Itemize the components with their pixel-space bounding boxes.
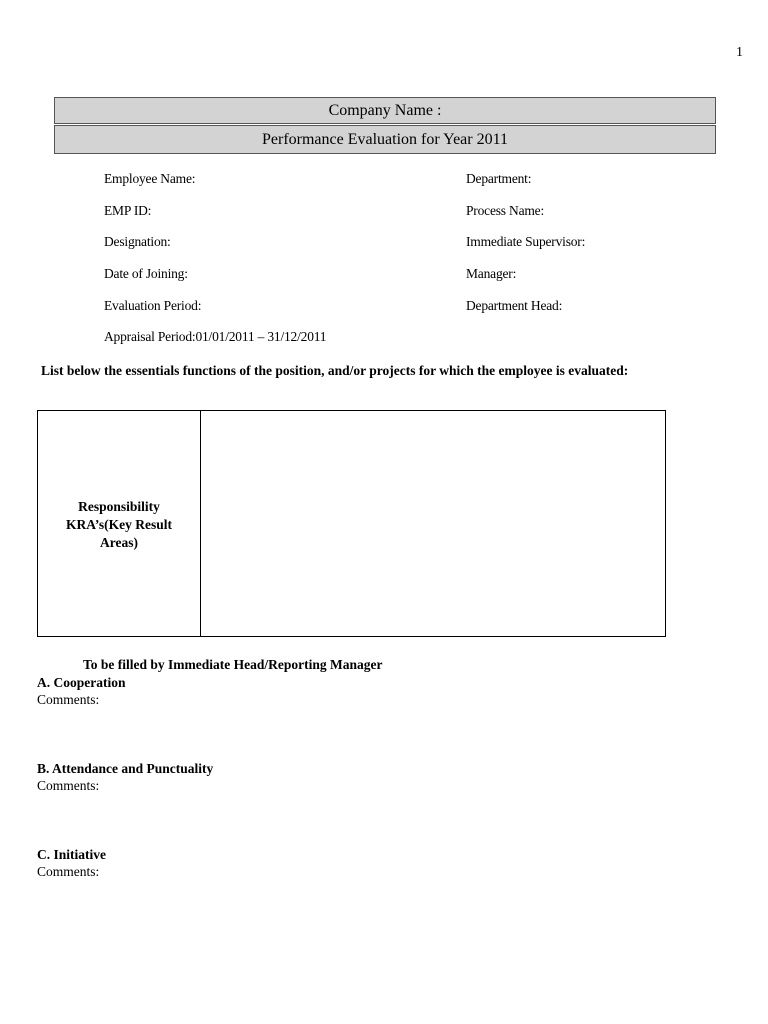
immediate-supervisor-label: Immediate Supervisor: [466,234,586,249]
employee-name-label: Employee Name: [104,171,196,186]
fill-by-manager-heading: To be filled by Immediate Head/Reporting Manager [83,657,383,672]
kra-table [37,410,666,637]
page-number: 1 [736,45,743,60]
manager-label: Manager: [466,266,517,281]
section-initiative-comments: Comments: [37,864,100,879]
process-name-label: Process Name: [466,203,545,218]
section-attendance-comments: Comments: [37,778,100,793]
kra-label-line1: Responsibility [78,499,160,514]
section-cooperation-comments: Comments: [37,692,100,707]
section-cooperation-title: A. Cooperation [37,675,126,690]
date-of-joining-label: Date of Joining: [104,266,188,281]
company-name-header: Company Name : [54,97,716,124]
appraisal-period-label: Appraisal Period:01/01/2011 – 31/12/2011 [104,329,327,344]
kra-label [38,498,200,552]
section-initiative-title: C. Initiative [37,847,106,862]
evaluation-title-header: Performance Evaluation for Year 2011 [54,125,716,154]
department-label: Department: [466,171,532,186]
functions-list-heading: List below the essentials functions of the position, and/or projects for which the employee is evaluated: [41,363,629,378]
kra-label-line3: Areas) [100,535,138,550]
kra-label-line2: KRA’s(Key Result [65,517,173,532]
section-attendance-title: B. Attendance and Punctuality [37,761,214,776]
emp-id-label: EMP ID: [104,203,152,218]
designation-label: Designation: [104,234,171,249]
evaluation-period-label: Evaluation Period: [104,298,202,313]
kra-content-cell[interactable] [201,411,665,636]
department-head-label: Department Head: [466,298,563,313]
